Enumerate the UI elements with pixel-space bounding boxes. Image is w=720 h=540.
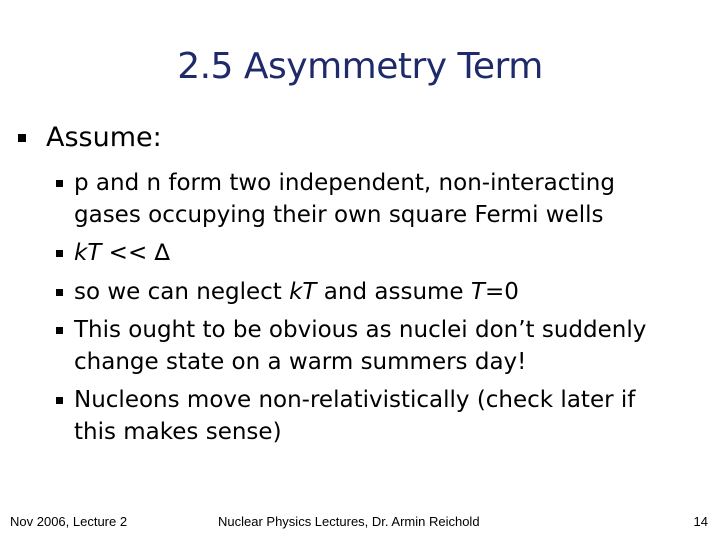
bullet-square-icon bbox=[56, 397, 63, 404]
sub-bullet-4-line-2: change state on a warm summers day! bbox=[74, 348, 527, 375]
much-less-than: << bbox=[101, 240, 155, 266]
sub-bullet-3-text bbox=[74, 277, 716, 309]
sub-bullet-1-line-2: gases occupying their own square Fermi wells bbox=[74, 201, 604, 228]
sub-bullet-5-line-2: this makes sense) bbox=[74, 418, 282, 445]
page-number: 14 bbox=[693, 514, 708, 529]
t-symbol: T bbox=[470, 278, 485, 305]
sub-bullet-5-line-1: Nucleons move non-relativistically (check later if bbox=[74, 387, 636, 413]
sub-bullet-1 bbox=[56, 168, 716, 231]
bullet-square-icon bbox=[18, 134, 26, 142]
text-fragment: =0 bbox=[484, 278, 519, 305]
footer-course-author: Nuclear Physics Lectures, Dr. Armin Reichold bbox=[218, 514, 480, 529]
sub-bullet-4-line-1: This ought to be obvious as nuclei don’t suddenly bbox=[74, 317, 647, 343]
sub-bullet-list bbox=[56, 168, 716, 455]
sub-bullet-3 bbox=[56, 277, 716, 309]
sub-bullet-2-text bbox=[74, 238, 716, 270]
main-bullet-text: Assume: bbox=[46, 122, 162, 153]
kt-symbol: kT bbox=[74, 240, 102, 266]
sub-bullet-1-line-1: p and n form two independent, non-interacting bbox=[74, 170, 615, 196]
delta-symbol: ∆ bbox=[154, 240, 170, 266]
kt-symbol: kT bbox=[289, 278, 317, 305]
bullet-square-icon bbox=[56, 289, 63, 296]
text-fragment: and assume bbox=[316, 278, 471, 305]
sub-bullet-2 bbox=[56, 238, 716, 270]
bullet-square-icon bbox=[56, 180, 63, 187]
sub-bullet-4 bbox=[56, 315, 716, 378]
footer-date-lecture: Nov 2006, Lecture 2 bbox=[10, 514, 128, 529]
sub-bullet-5 bbox=[56, 385, 716, 448]
bullet-square-icon bbox=[56, 250, 63, 257]
text-fragment: so we can neglect bbox=[74, 278, 290, 305]
slide-title: 2.5 Asymmetry Term bbox=[177, 46, 543, 87]
bullet-square-icon bbox=[56, 327, 63, 334]
